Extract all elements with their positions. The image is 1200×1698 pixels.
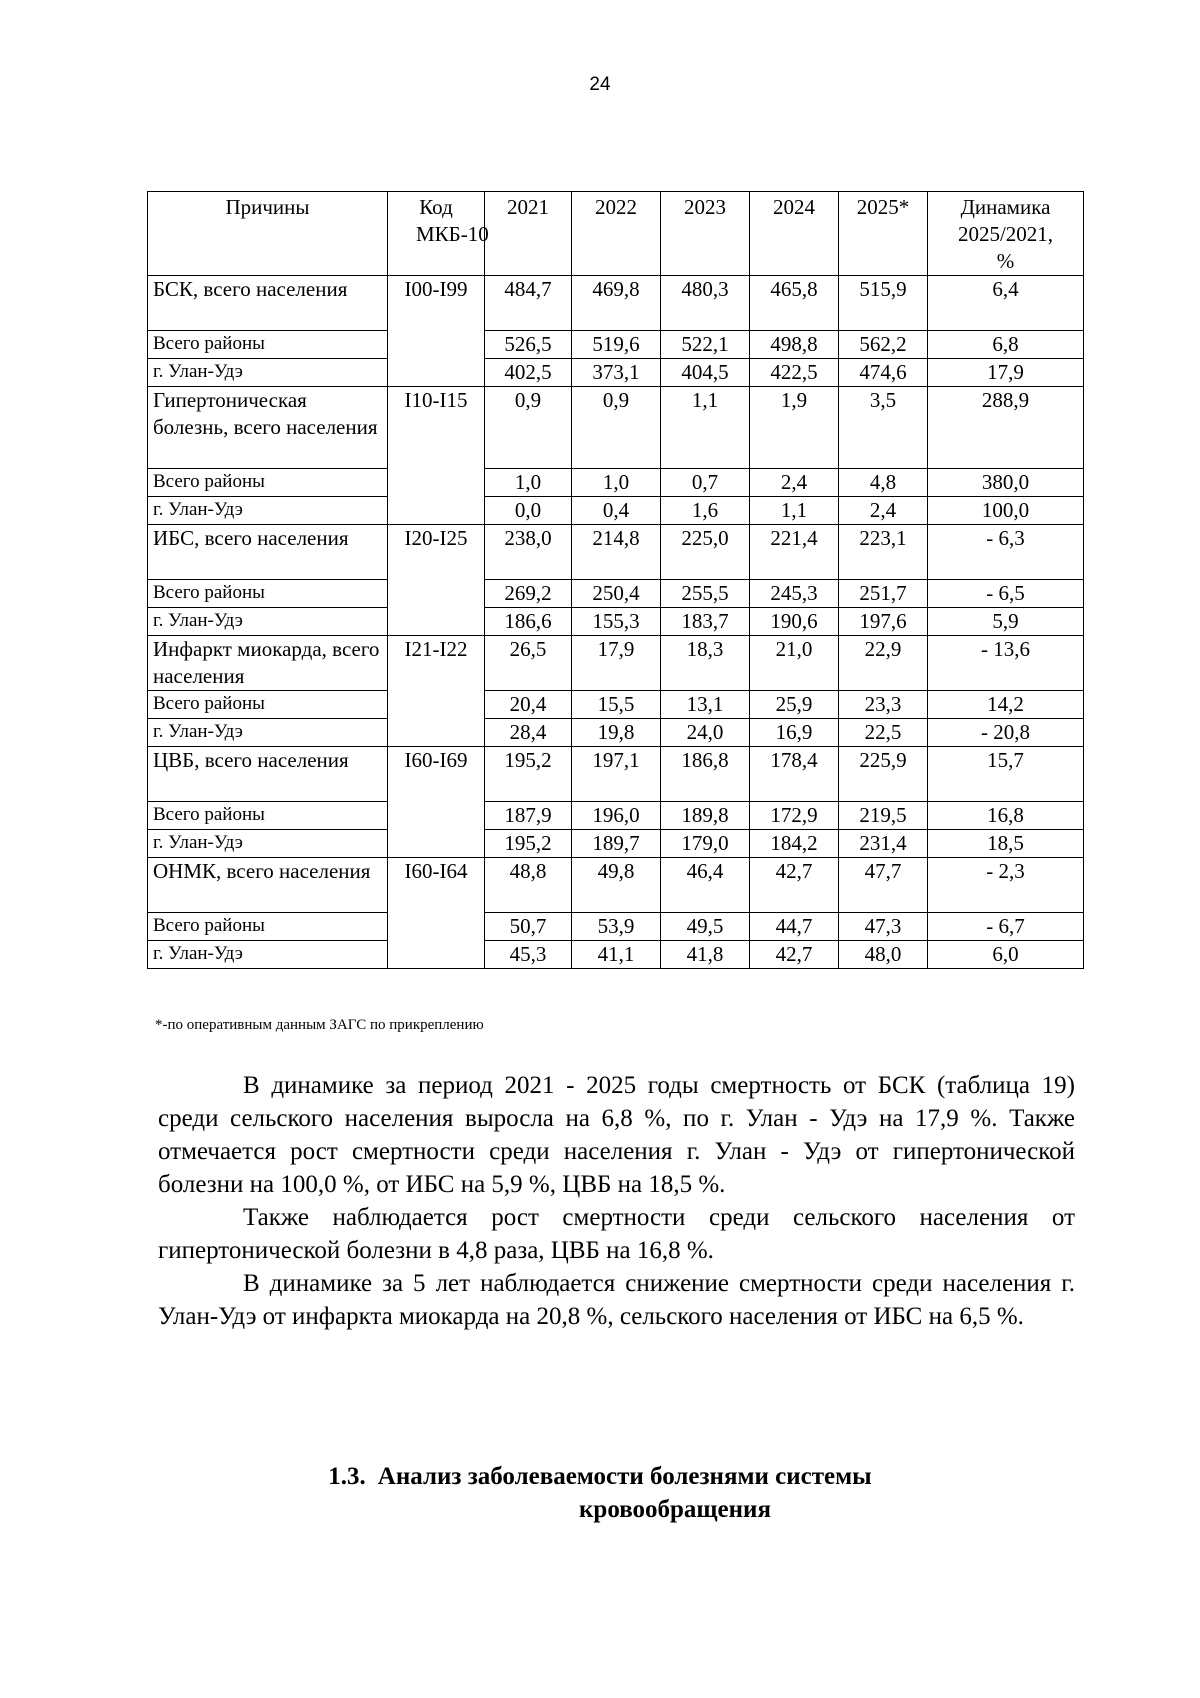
year-value: 179,0 bbox=[661, 830, 750, 858]
dynamics-value: 17,9 bbox=[928, 359, 1084, 387]
icd-code: I60-I69 bbox=[388, 747, 485, 858]
icd-code: I00-I99 bbox=[388, 276, 485, 387]
year-value: 0,9 bbox=[572, 387, 661, 469]
year-value: 28,4 bbox=[485, 719, 572, 747]
year-value: 225,9 bbox=[839, 747, 928, 802]
year-value: 16,9 bbox=[750, 719, 839, 747]
year-value: 41,1 bbox=[572, 941, 661, 969]
dynamics-value: - 2,3 bbox=[928, 858, 1084, 913]
year-value: 250,4 bbox=[572, 580, 661, 608]
year-value: 474,6 bbox=[839, 359, 928, 387]
table-row-main bbox=[148, 525, 1084, 580]
year-value: 195,2 bbox=[485, 830, 572, 858]
year-value: 245,3 bbox=[750, 580, 839, 608]
dynamics-value: - 6,7 bbox=[928, 913, 1084, 941]
year-value: 515,9 bbox=[839, 276, 928, 331]
paragraph: В динамике за 5 лет наблюдается снижение смертности среди населения г. Улан-Удэ от инфаркта миокарда на 20,8 %, сельского населения от ИБС на 6,5 %. bbox=[158, 1270, 1075, 1330]
year-value: 178,4 bbox=[750, 747, 839, 802]
row-label: г. Улан-Удэ bbox=[148, 608, 388, 636]
year-value: 197,1 bbox=[572, 747, 661, 802]
body-text bbox=[158, 1069, 1075, 1333]
header-2022: 2022 bbox=[572, 192, 661, 276]
year-value: 255,5 bbox=[661, 580, 750, 608]
year-value: 41,8 bbox=[661, 941, 750, 969]
year-value: 25,9 bbox=[750, 691, 839, 719]
year-value: 484,7 bbox=[485, 276, 572, 331]
row-label: БСК, всего населения bbox=[148, 276, 388, 331]
dynamics-value: - 6,5 bbox=[928, 580, 1084, 608]
row-label: ИБС, всего населения bbox=[148, 525, 388, 580]
icd-code: I20-I25 bbox=[388, 525, 485, 636]
icd-code: I21-I22 bbox=[388, 636, 485, 747]
year-value: 402,5 bbox=[485, 359, 572, 387]
row-label: г. Улан-Удэ bbox=[148, 830, 388, 858]
year-value: 49,8 bbox=[572, 858, 661, 913]
year-value: 498,8 bbox=[750, 331, 839, 359]
dynamics-value: 6,0 bbox=[928, 941, 1084, 969]
row-label: Всего районы bbox=[148, 580, 388, 608]
year-value: 3,5 bbox=[839, 387, 928, 469]
year-value: 44,7 bbox=[750, 913, 839, 941]
year-value: 1,0 bbox=[485, 469, 572, 497]
header-2023: 2023 bbox=[661, 192, 750, 276]
year-value: 48,8 bbox=[485, 858, 572, 913]
row-label: Всего районы bbox=[148, 691, 388, 719]
year-value: 562,2 bbox=[839, 331, 928, 359]
row-label: Инфаркт миокарда, всего населения bbox=[148, 636, 388, 691]
year-value: 1,0 bbox=[572, 469, 661, 497]
paragraph: Также наблюдается рост смертности среди сельского населения от гипертонической болезни в 4,8 раза, ЦВБ на 16,8 %. bbox=[158, 1204, 1075, 1264]
year-value: 186,8 bbox=[661, 747, 750, 802]
table-row-sub bbox=[148, 691, 1084, 719]
year-value: 187,9 bbox=[485, 802, 572, 830]
table-row-sub bbox=[148, 469, 1084, 497]
section-number: 1.3. bbox=[328, 1463, 366, 1490]
table-row-sub bbox=[148, 497, 1084, 525]
year-value: 22,5 bbox=[839, 719, 928, 747]
table-row-sub bbox=[148, 941, 1084, 969]
table-row-sub bbox=[148, 580, 1084, 608]
year-value: 50,7 bbox=[485, 913, 572, 941]
year-value: 238,0 bbox=[485, 525, 572, 580]
year-value: 4,8 bbox=[839, 469, 928, 497]
section-title-line1: Анализ заболеваемости болезнями системы bbox=[377, 1463, 872, 1490]
header-2025: 2025* bbox=[839, 192, 928, 276]
row-label: ОНМК, всего населения bbox=[148, 858, 388, 913]
icd-code: I10-I15 bbox=[388, 387, 485, 525]
year-value: 155,3 bbox=[572, 608, 661, 636]
row-label: г. Улан-Удэ bbox=[148, 941, 388, 969]
year-value: 1,1 bbox=[750, 497, 839, 525]
year-value: 19,8 bbox=[572, 719, 661, 747]
paragraph: В динамике за период 2021 - 2025 годы смертность от БСК (таблица 19) среди сельского населения выросла на 6,8 %, по г. Улан - Удэ на 17,9 %. Также отмечается рост смертности среди населения г. Улан - Удэ от гипертонической болезни на 100,0 %, от ИБС на 5,9 %, ЦВБ на 18,5 %. bbox=[158, 1072, 1075, 1198]
year-value: 0,0 bbox=[485, 497, 572, 525]
year-value: 46,4 bbox=[661, 858, 750, 913]
section-title-line2: кровообращения bbox=[579, 1496, 771, 1523]
year-value: 522,1 bbox=[661, 331, 750, 359]
dynamics-value: 6,8 bbox=[928, 331, 1084, 359]
year-value: 49,5 bbox=[661, 913, 750, 941]
header-icd-code: Код МКБ-10 bbox=[388, 192, 485, 276]
year-value: 22,9 bbox=[839, 636, 928, 691]
year-value: 0,7 bbox=[661, 469, 750, 497]
year-value: 251,7 bbox=[839, 580, 928, 608]
dynamics-value: 380,0 bbox=[928, 469, 1084, 497]
year-value: 519,6 bbox=[572, 331, 661, 359]
dynamics-value: - 6,3 bbox=[928, 525, 1084, 580]
year-value: 197,6 bbox=[839, 608, 928, 636]
row-label: Всего районы bbox=[148, 913, 388, 941]
row-label: Всего районы bbox=[148, 331, 388, 359]
year-value: 422,5 bbox=[750, 359, 839, 387]
header-2024: 2024 bbox=[750, 192, 839, 276]
dynamics-value: 100,0 bbox=[928, 497, 1084, 525]
year-value: 469,8 bbox=[572, 276, 661, 331]
year-value: 225,0 bbox=[661, 525, 750, 580]
row-label: Всего районы bbox=[148, 469, 388, 497]
year-value: 214,8 bbox=[572, 525, 661, 580]
header-2021: 2021 bbox=[485, 192, 572, 276]
year-value: 21,0 bbox=[750, 636, 839, 691]
dynamics-value: - 13,6 bbox=[928, 636, 1084, 691]
header-causes: Причины bbox=[148, 192, 388, 276]
year-value: 186,6 bbox=[485, 608, 572, 636]
row-label: Гипертоническая болезнь, всего населения bbox=[148, 387, 388, 469]
section-heading bbox=[0, 1460, 1200, 1526]
dynamics-value: 16,8 bbox=[928, 802, 1084, 830]
page-number: 24 bbox=[589, 74, 611, 95]
table-row-sub bbox=[148, 830, 1084, 858]
year-value: 13,1 bbox=[661, 691, 750, 719]
year-value: 2,4 bbox=[839, 497, 928, 525]
table-row-main bbox=[148, 636, 1084, 691]
year-value: 195,2 bbox=[485, 747, 572, 802]
header-dynamics: Динамика 2025/2021, % bbox=[928, 192, 1084, 276]
table-row-sub bbox=[148, 913, 1084, 941]
year-value: 526,5 bbox=[485, 331, 572, 359]
year-value: 47,7 bbox=[839, 858, 928, 913]
table-row-main bbox=[148, 276, 1084, 331]
year-value: 373,1 bbox=[572, 359, 661, 387]
icd-code: I60-I64 bbox=[388, 858, 485, 969]
table-row-sub bbox=[148, 608, 1084, 636]
year-value: 47,3 bbox=[839, 913, 928, 941]
table-row-sub bbox=[148, 331, 1084, 359]
year-value: 24,0 bbox=[661, 719, 750, 747]
year-value: 269,2 bbox=[485, 580, 572, 608]
year-value: 183,7 bbox=[661, 608, 750, 636]
row-label: Всего районы bbox=[148, 802, 388, 830]
year-value: 2,4 bbox=[750, 469, 839, 497]
year-value: 48,0 bbox=[839, 941, 928, 969]
footnote: *-по оперативным данным ЗАГС по прикреплению bbox=[155, 1017, 484, 1033]
dynamics-value: - 20,8 bbox=[928, 719, 1084, 747]
dynamics-value: 6,4 bbox=[928, 276, 1084, 331]
year-value: 219,5 bbox=[839, 802, 928, 830]
year-value: 184,2 bbox=[750, 830, 839, 858]
year-value: 0,9 bbox=[485, 387, 572, 469]
dynamics-value: 14,2 bbox=[928, 691, 1084, 719]
year-value: 189,8 bbox=[661, 802, 750, 830]
year-value: 190,6 bbox=[750, 608, 839, 636]
row-label: ЦВБ, всего населения bbox=[148, 747, 388, 802]
year-value: 42,7 bbox=[750, 858, 839, 913]
year-value: 17,9 bbox=[572, 636, 661, 691]
year-value: 1,1 bbox=[661, 387, 750, 469]
table-row-sub bbox=[148, 719, 1084, 747]
table-row-sub bbox=[148, 359, 1084, 387]
table-row-main bbox=[148, 387, 1084, 469]
year-value: 1,6 bbox=[661, 497, 750, 525]
year-value: 404,5 bbox=[661, 359, 750, 387]
year-value: 480,3 bbox=[661, 276, 750, 331]
year-value: 42,7 bbox=[750, 941, 839, 969]
year-value: 465,8 bbox=[750, 276, 839, 331]
year-value: 15,5 bbox=[572, 691, 661, 719]
year-value: 1,9 bbox=[750, 387, 839, 469]
year-value: 26,5 bbox=[485, 636, 572, 691]
dynamics-value: 18,5 bbox=[928, 830, 1084, 858]
table-row-main bbox=[148, 858, 1084, 913]
dynamics-value: 15,7 bbox=[928, 747, 1084, 802]
row-label: г. Улан-Удэ bbox=[148, 497, 388, 525]
year-value: 23,3 bbox=[839, 691, 928, 719]
year-value: 0,4 bbox=[572, 497, 661, 525]
mortality-table bbox=[147, 191, 1084, 969]
year-value: 223,1 bbox=[839, 525, 928, 580]
year-value: 53,9 bbox=[572, 913, 661, 941]
year-value: 45,3 bbox=[485, 941, 572, 969]
year-value: 172,9 bbox=[750, 802, 839, 830]
dynamics-value: 288,9 bbox=[928, 387, 1084, 469]
year-value: 196,0 bbox=[572, 802, 661, 830]
dynamics-value: 5,9 bbox=[928, 608, 1084, 636]
year-value: 20,4 bbox=[485, 691, 572, 719]
row-label: г. Улан-Удэ bbox=[148, 359, 388, 387]
year-value: 189,7 bbox=[572, 830, 661, 858]
year-value: 18,3 bbox=[661, 636, 750, 691]
year-value: 221,4 bbox=[750, 525, 839, 580]
table-header-row bbox=[148, 192, 1084, 276]
year-value: 231,4 bbox=[839, 830, 928, 858]
table-row-main bbox=[148, 747, 1084, 802]
table-row-sub bbox=[148, 802, 1084, 830]
row-label: г. Улан-Удэ bbox=[148, 719, 388, 747]
